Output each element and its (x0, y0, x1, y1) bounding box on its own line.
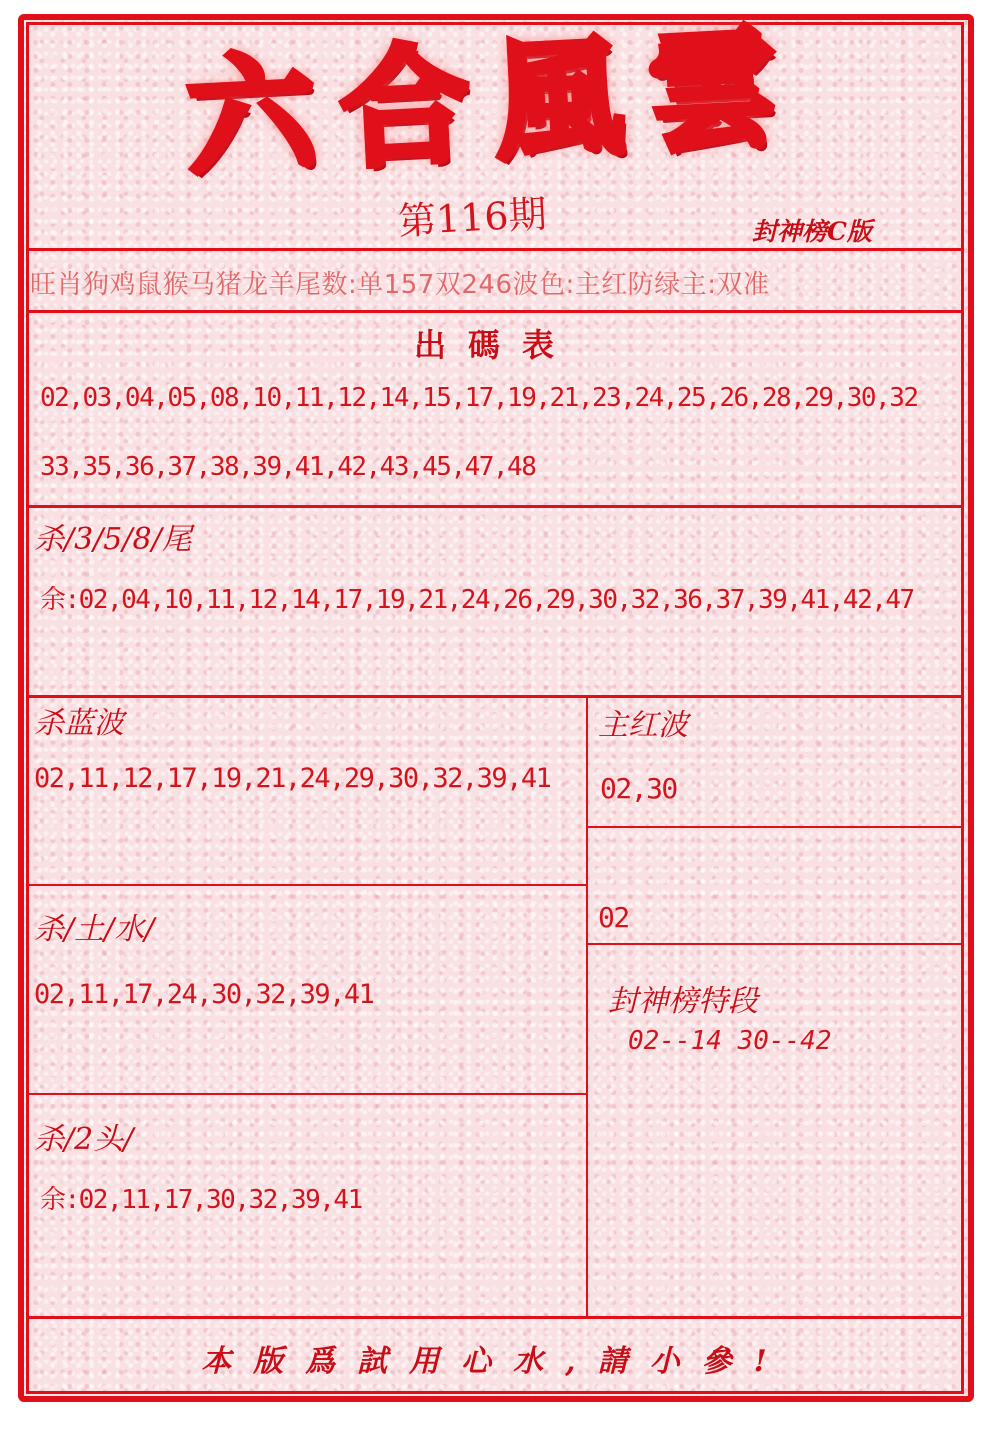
kill-tail-remainder: 余:02,04,10,11,12,14,17,19,21,24,26,29,30,32,36,37,39,41,42,47 (40, 585, 914, 615)
divider-column (586, 697, 588, 1317)
divider-kill-tail (26, 695, 964, 698)
single-pick: 02 (598, 901, 629, 934)
divider-right-1 (588, 826, 964, 828)
main-red-numbers: 02,30 (600, 772, 677, 805)
kill-element-label: 杀/土/水/ (34, 912, 155, 947)
poster-title: 六合風雲 (183, 11, 807, 195)
divider-footer (26, 1316, 964, 1319)
kill-head-label: 杀/2头/ (34, 1122, 134, 1157)
kill-head-remainder: 余:02,11,17,30,32,39,41 (40, 1185, 362, 1215)
issue-number: 第116期 (396, 191, 548, 244)
draw-table-heading: 出碼表 (413, 326, 576, 364)
divider-left-2 (26, 1093, 586, 1095)
draw-table-row-2: 33,35,36,37,38,39,41,42,43,45,47,48 (40, 452, 536, 482)
divider-right-2 (588, 943, 964, 945)
divider-left-1 (26, 884, 586, 886)
info-bar: 旺肖狗鸡鼠猴马猪龙羊尾数:单157双246波色:主红防绿主:双准 (30, 270, 770, 300)
special-section-ranges: 02--14 30--42 (628, 1026, 832, 1056)
divider-draw-table (26, 505, 964, 508)
edition-label: 封神榜C版 (752, 217, 872, 246)
footer-disclaimer: 本版爲試用心水,請小參! (201, 1344, 789, 1379)
main-red-label: 主红波 (598, 708, 688, 743)
draw-table-row-1: 02,03,04,05,08,10,11,12,14,15,17,19,21,23,24,25,26,28,29,30,32 (40, 383, 918, 413)
kill-element-numbers: 02,11,17,24,30,32,39,41 (34, 979, 374, 1010)
special-section-label: 封神榜特段 (608, 984, 758, 1019)
kill-tail-label: 杀/3/5/8/尾 (34, 522, 192, 557)
kill-blue-label: 杀蓝波 (34, 706, 124, 741)
kill-blue-numbers: 02,11,12,17,19,21,24,29,30,32,39,41 (34, 763, 551, 794)
divider-info (26, 310, 964, 313)
